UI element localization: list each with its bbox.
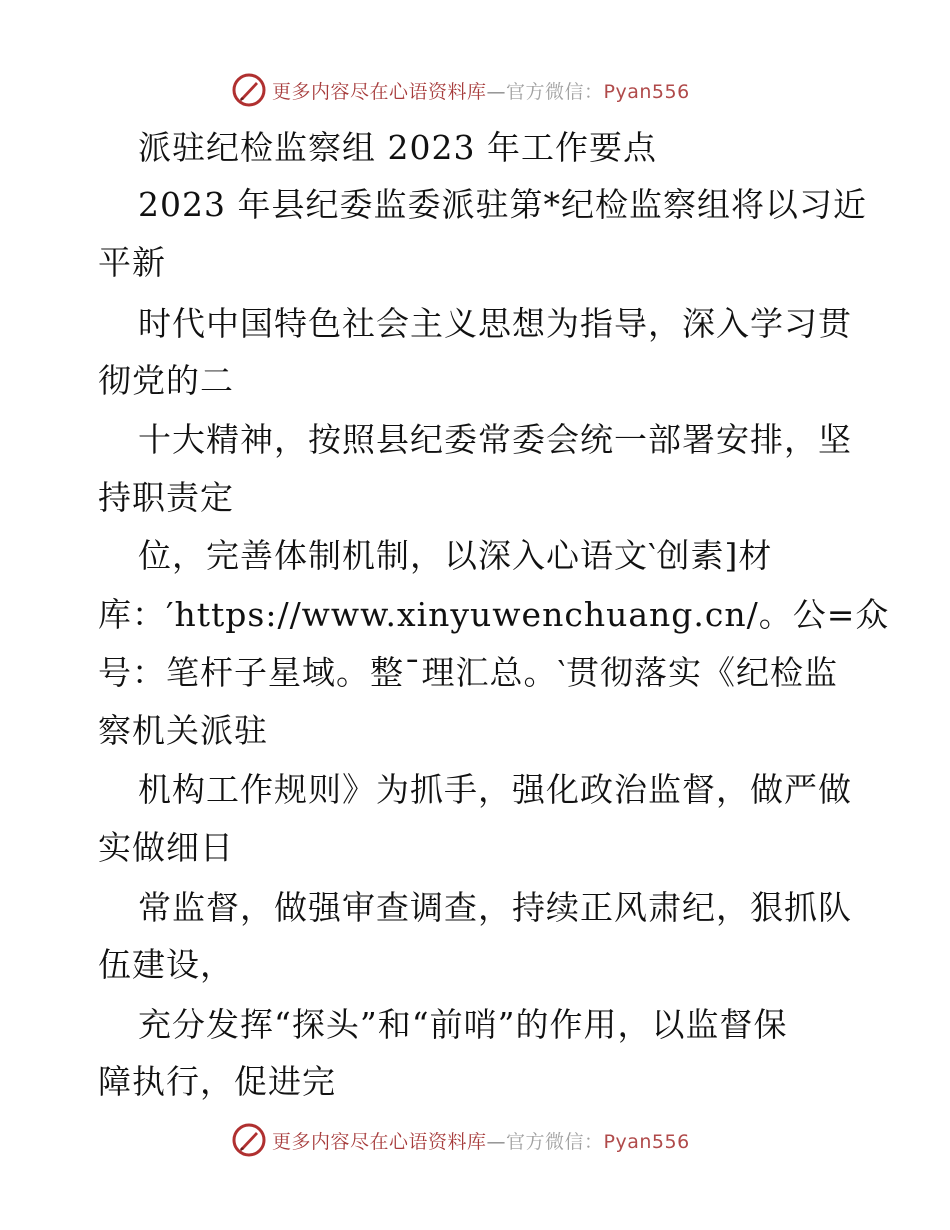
quill-pen-logo-icon bbox=[232, 1123, 266, 1157]
paragraph-line: 常监督，做强审查调查，持续正风肃纪，狠抓队 bbox=[138, 888, 852, 927]
paragraph-line: 察机关派驻 bbox=[98, 711, 268, 750]
banner-wechat-label: 官方微信： bbox=[506, 1130, 604, 1153]
paragraph-line: 位，完善体制机制，以深入心语文‵创素]材 bbox=[138, 536, 773, 575]
paragraph-line: 机构工作规则》为抓手，强化政治监督，做严做 bbox=[138, 770, 852, 809]
paragraph-line: 号：笔杆子星域。整¯理汇总。‵贯彻落实《纪检监 bbox=[98, 653, 838, 692]
paragraph-line: 库：′https://www.xinyuwenchuang.cn/。公=众 bbox=[98, 595, 890, 634]
quill-pen-logo-icon bbox=[232, 73, 266, 107]
banner-main-text: 更多内容尽在心语资料库 bbox=[272, 1130, 487, 1153]
paragraph-line: 障执行，促进完 bbox=[98, 1062, 336, 1101]
paragraph-line: 时代中国特色社会主义思想为指导，深入学习贯 bbox=[138, 304, 852, 343]
banner-wechat-id: Pyan556 bbox=[603, 80, 690, 103]
banner-wechat-id: Pyan556 bbox=[603, 1130, 690, 1153]
paragraph-line: 2023 年县纪委监委派驻第*纪检监察组将以习近 bbox=[138, 185, 867, 224]
paragraph-line: 伍建设， bbox=[98, 945, 234, 984]
document-title: 派驻纪检监察组 2023 年工作要点 bbox=[138, 128, 657, 167]
banner-text bbox=[272, 77, 690, 104]
banner-separator: — bbox=[486, 80, 507, 103]
header-banner bbox=[232, 72, 752, 108]
paragraph-line: 充分发挥“探头”和“前哨”的作用，以监督保 bbox=[138, 1005, 788, 1044]
paragraph-line: 平新 bbox=[98, 243, 166, 282]
banner-separator: — bbox=[486, 1130, 507, 1153]
paragraph-line: 十大精神，按照县纪委常委会统一部署安排，坚 bbox=[138, 420, 852, 459]
paragraph-line: 实做细日 bbox=[98, 828, 234, 867]
banner-main-text: 更多内容尽在心语资料库 bbox=[272, 80, 487, 103]
footer-banner bbox=[232, 1122, 752, 1158]
paragraph-line: 彻党的二 bbox=[98, 361, 234, 400]
paragraph-line: 持职责定 bbox=[98, 478, 234, 517]
banner-wechat-label: 官方微信： bbox=[506, 80, 604, 103]
banner-text bbox=[272, 1127, 690, 1154]
